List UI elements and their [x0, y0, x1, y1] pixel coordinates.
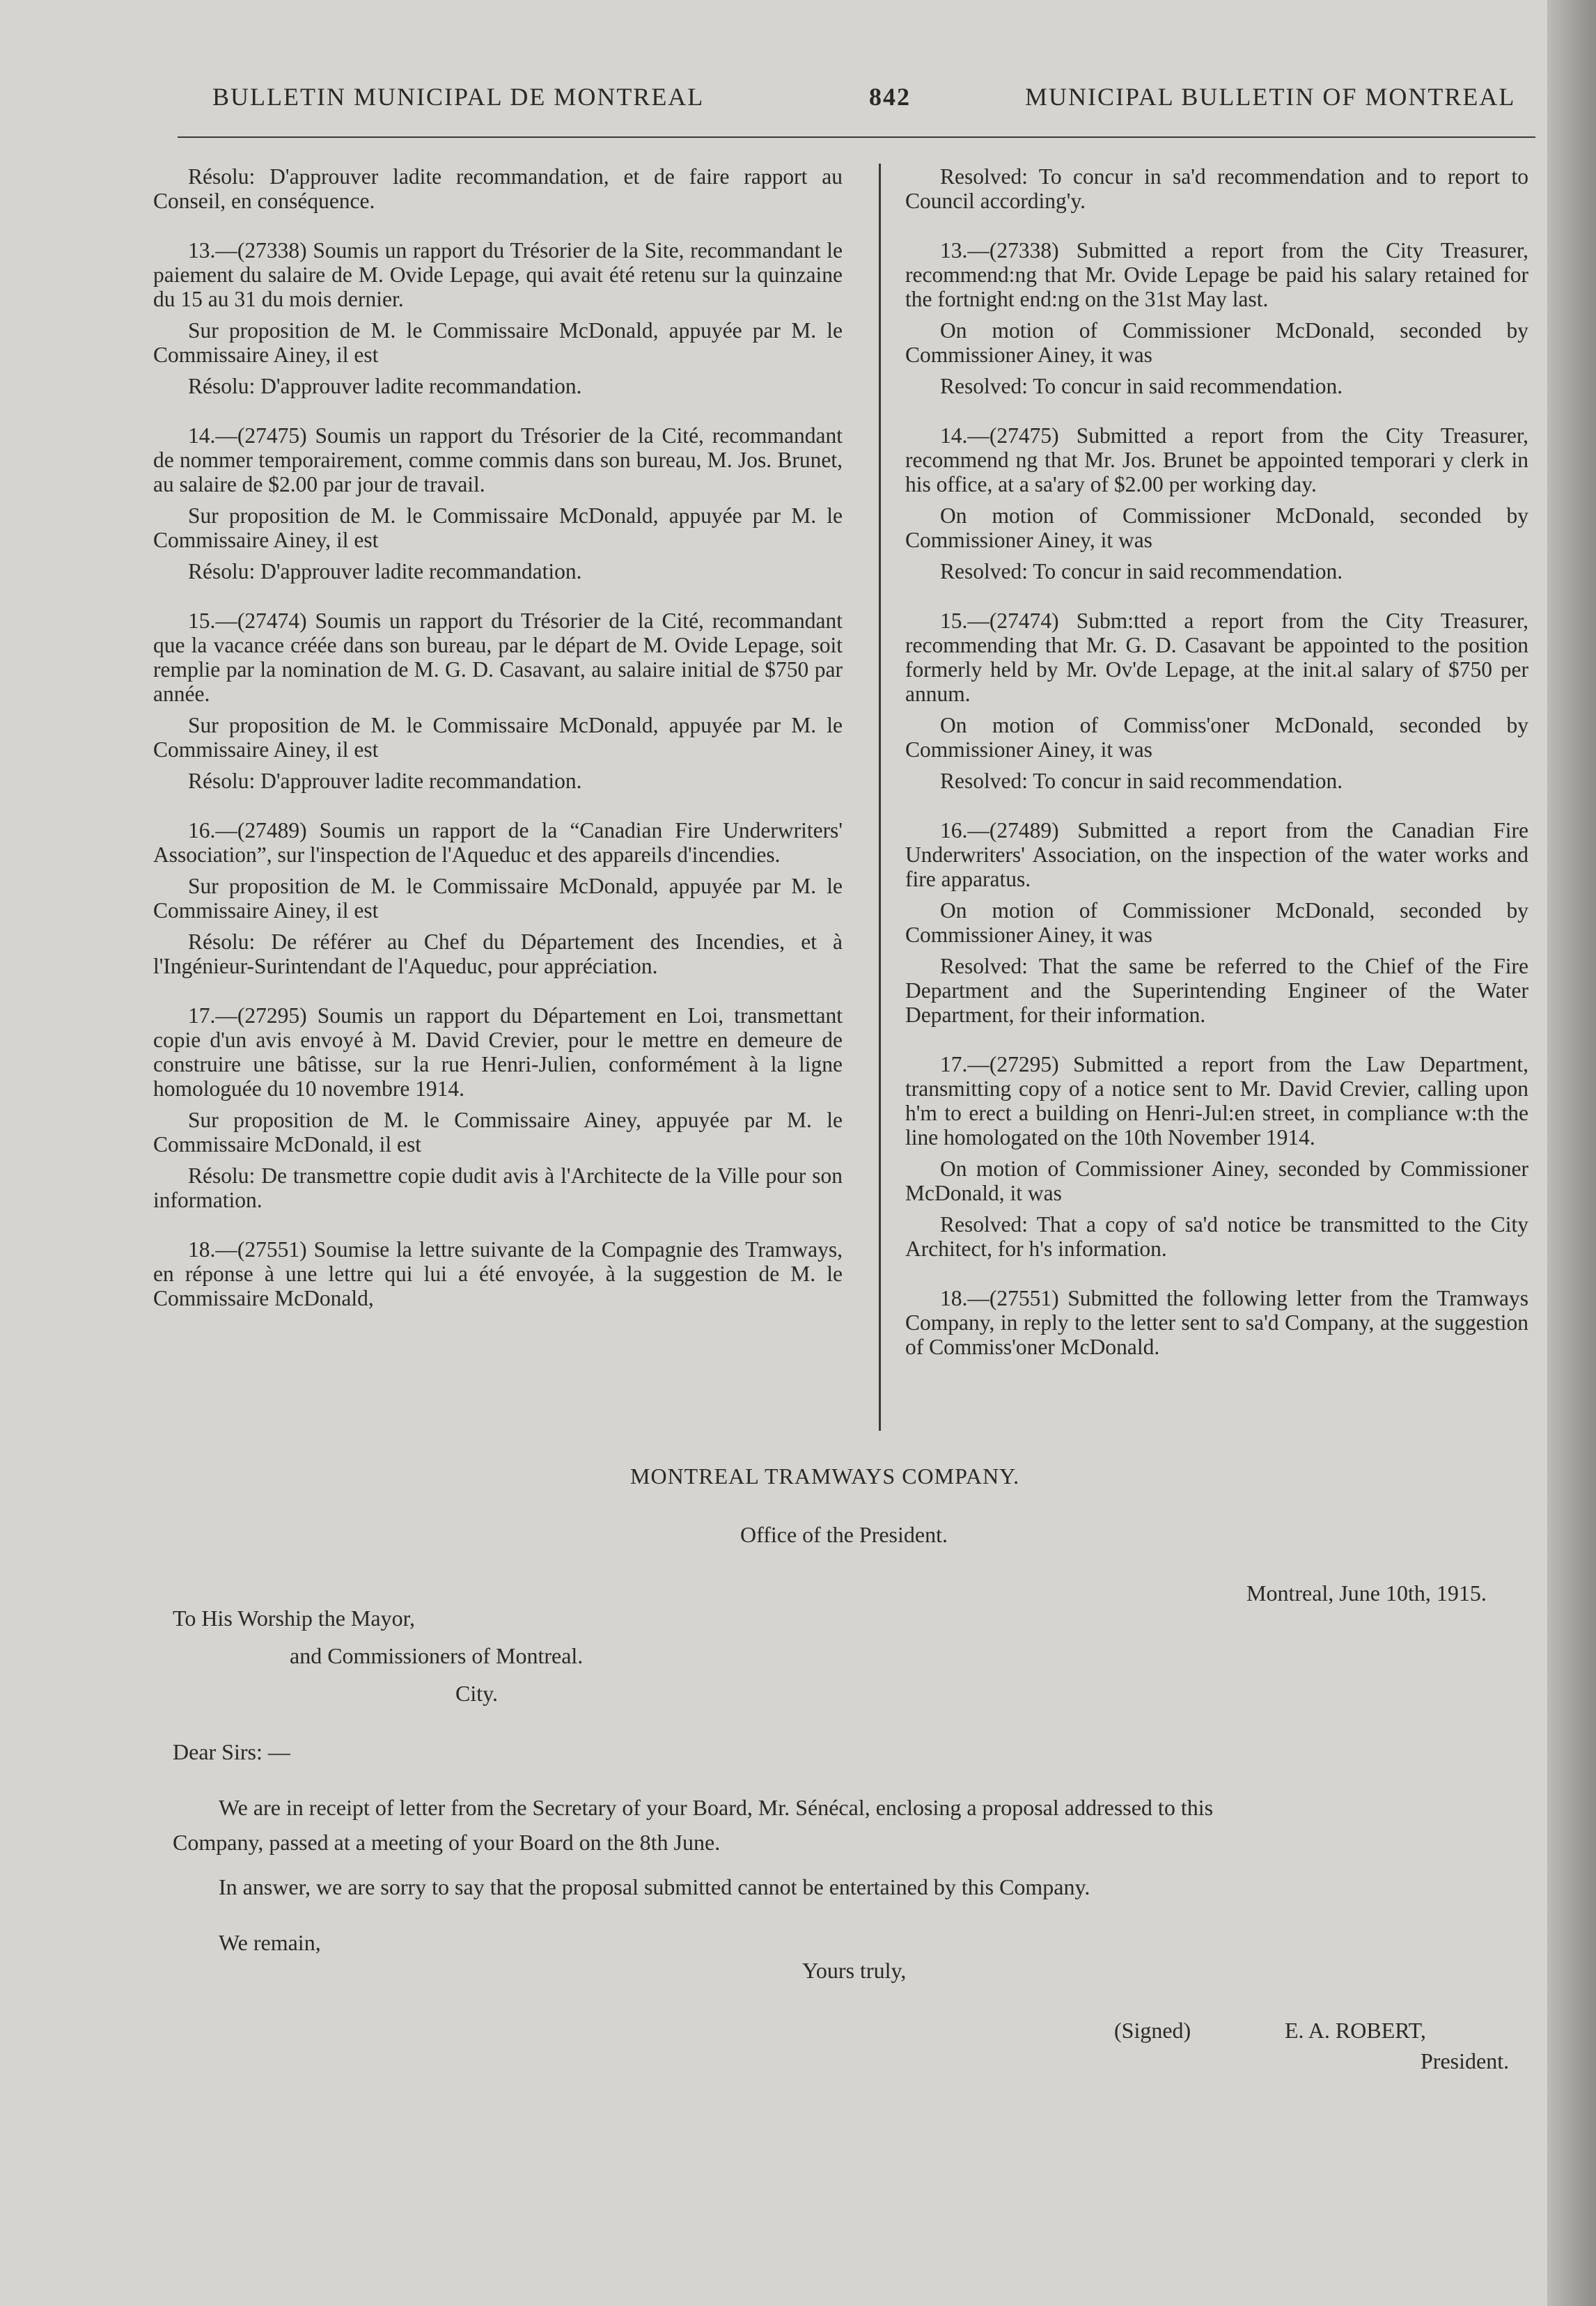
english-column [905, 164, 1528, 1384]
english-paragraph: Resolved: To concur in said recommendation. [940, 559, 1343, 583]
english-paragraph: Resolved: To concur in said recommendation. [940, 769, 1343, 793]
english-paragraph: 17.—(27295) Submitted a report from the Law Department, transmitting copy of a notice sent to Mr. David Crevier, calling upon h'm to erect a building on Henri-Jul:en street, in compliance w:th the line homologated on the 10th November 1914. [905, 1052, 1528, 1150]
column-divider [879, 164, 881, 1431]
page-number: 842 [869, 83, 911, 111]
header-rule [178, 136, 1535, 138]
letter-address-line-2: and Commissioners of Montreal. [290, 1643, 584, 1668]
french-item [153, 1003, 843, 1212]
letter-signed: (Signed) [1114, 2018, 1191, 2043]
english-paragraph: 13.—(27338) Submitted a report from the City Treasurer, recommend:ng that Mr. Ovide Lepage be paid his salary retained for the fortnight end:ng on the 31st May last. [905, 238, 1528, 311]
english-item [905, 818, 1528, 1027]
english-paragraph: Resolved: That the same be referred to the Chief of the Fire Department and the Superintending Engineer of the Water Department, for their information. [905, 954, 1528, 1027]
french-paragraph: Résolu: D'approuver ladite recommandation. [188, 769, 582, 793]
page-edge-shadow [1547, 0, 1596, 2306]
english-paragraph: On motion of Commissioner McDonald, seconded by Commissioner Ainey, it was [905, 318, 1528, 367]
french-item [153, 818, 843, 978]
letter-signer-title: President. [1421, 2048, 1510, 2073]
english-paragraph: Resolved: To concur in sa'd recommendation and to report to Council according'y. [905, 164, 1528, 213]
english-paragraph: On motion of Commissioner McDonald, seconded by Commissioner Ainey, it was [905, 898, 1528, 947]
letter-closing: Yours truly, [802, 1958, 907, 1983]
english-paragraph: On motion of Commissioner McDonald, seconded by Commissioner Ainey, it was [905, 503, 1528, 552]
french-paragraph: Sur proposition de M. le Commissaire McDonald, appuyée par M. le Commissaire Ainey, il est [153, 713, 843, 762]
letter-body-1a: We are in receipt of letter from the Secretary of your Board, Mr. Sénécal, enclosing a proposal addressed to this [219, 1795, 1214, 1820]
french-item [153, 164, 843, 213]
running-head-english: MUNICIPAL BULLETIN OF MONTREAL [1025, 83, 1516, 111]
letter-address-line-3: City. [455, 1681, 499, 1706]
english-paragraph: On motion of Commiss'oner McDonald, seconded by Commissioner Ainey, it was [905, 713, 1528, 762]
english-paragraph: 18.—(27551) Submitted the following letter from the Tramways Company, in reply to the letter sent to sa'd Company, at the suggestion of Commiss'oner McDonald. [905, 1286, 1528, 1359]
french-paragraph: Résolu: De transmettre copie dudit avis à l'Architecte de la Ville pour son information. [153, 1163, 843, 1212]
french-item [153, 423, 843, 583]
english-paragraph: Resolved: That a copy of sa'd notice be transmitted to the City Architect, for h's information. [905, 1212, 1528, 1261]
french-paragraph: 15.—(27474) Soumis un rapport du Trésorier de la Cité, recommandant que la vacance créée dans son bureau, par le départ de M. Ovide Lepage, soit remplie par la nomination de M. G. D. Casavant, au salaire initial de $750 par année. [153, 609, 843, 706]
english-paragraph: 15.—(27474) Subm:tted a report from the City Treasurer, recommending that Mr. G. D. Casavant be appointed to the position formerly held by Mr. Ov'de Lepage, at the init.al salary of $750 per annum. [905, 609, 1528, 706]
french-paragraph: Résolu: De référer au Chef du Département des Incendies, et à l'Ingénieur-Surintendant de l'Aqueduc, pour appréciation. [153, 930, 843, 978]
french-paragraph: 14.—(27475) Soumis un rapport du Trésorier de la Cité, recommandant de nommer temporairement, comme commis dans son bureau, M. Jos. Brunet, au salaire de $2.00 par jour de travail. [153, 423, 843, 496]
french-paragraph: Sur proposition de M. le Commissaire McDonald, appuyée par M. le Commissaire Ainey, il est [153, 503, 843, 552]
french-column [153, 164, 843, 1335]
french-paragraph: Résolu: D'approuver ladite recommandation. [188, 374, 582, 398]
letter-company: MONTREAL TRAMWAYS COMPANY. [630, 1464, 1020, 1489]
english-paragraph: 14.—(27475) Submitted a report from the City Treasurer, recommend ng that Mr. Jos. Brunet be appointed temporari y clerk in his office, at a sa'ary of $2.00 per working day. [905, 423, 1528, 496]
letter-we-remain: We remain, [219, 1930, 321, 1955]
english-item [905, 1286, 1528, 1359]
french-item [153, 1237, 843, 1310]
french-paragraph: 17.—(27295) Soumis un rapport du Département en Loi, transmettant copie d'un avis envoyé à M. David Crevier, pour le mettre en demeure de construire une bâtisse, sur la rue Henri-Julien, conformément à la ligne homologuée du 10 novembre 1914. [153, 1003, 843, 1101]
french-paragraph: 13.—(27338) Soumis un rapport du Trésorier de la Site, recommandant le paiement du salaire de M. Ovide Lepage, qui avait été retenu sur la quinzaine du 15 au 31 du mois dernier. [153, 238, 843, 311]
letter-body-1b: Company, passed at a meeting of your Board on the 8th June. [173, 1830, 721, 1855]
french-paragraph: Résolu: D'approuver ladite recommandation. [188, 559, 582, 583]
letter-place-date: Montreal, June 10th, 1915. [1246, 1581, 1487, 1606]
french-paragraph: 16.—(27489) Soumis un rapport de la “Canadian Fire Underwriters' Association”, sur l'inspection de l'Aqueduc et des appareils d'incendies. [153, 818, 843, 867]
french-paragraph: Résolu: D'approuver ladite recommandation, et de faire rapport au Conseil, en conséquence. [153, 164, 843, 213]
english-item [905, 423, 1528, 583]
french-item [153, 609, 843, 793]
english-item [905, 1052, 1528, 1261]
letter-office: Office of the President. [740, 1522, 948, 1547]
french-item [153, 238, 843, 398]
french-paragraph: 18.—(27551) Soumise la lettre suivante de la Compagnie des Tramways, en réponse à une lettre qui lui a été envoyée, à la suggestion de M. le Commissaire McDonald, [153, 1237, 843, 1310]
english-item [905, 164, 1528, 213]
english-paragraph: 16.—(27489) Submitted a report from the Canadian Fire Underwriters' Association, on the inspection of the water works and fire apparatus. [905, 818, 1528, 891]
running-head-french: BULLETIN MUNICIPAL DE MONTREAL [212, 83, 705, 111]
french-paragraph: Sur proposition de M. le Commissaire Ainey, appuyée par M. le Commissaire McDonald, il est [153, 1108, 843, 1156]
letter-signer: E. A. ROBERT, [1285, 2018, 1426, 2043]
french-paragraph: Sur proposition de M. le Commissaire McDonald, appuyée par M. le Commissaire Ainey, il est [153, 318, 843, 367]
english-paragraph: On motion of Commissioner Ainey, seconded by Commissioner McDonald, it was [905, 1156, 1528, 1205]
letter-address-line-1: To His Worship the Mayor, [173, 1606, 415, 1631]
english-item [905, 609, 1528, 793]
letter-body-2: In answer, we are sorry to say that the proposal submitted cannot be entertained by this Company. [219, 1874, 1090, 1899]
french-paragraph: Sur proposition de M. le Commissaire McDonald, appuyée par M. le Commissaire Ainey, il est [153, 874, 843, 923]
english-paragraph: Resolved: To concur in said recommendation. [940, 374, 1343, 398]
english-item [905, 238, 1528, 398]
letter-salutation: Dear Sirs: — [173, 1739, 290, 1764]
